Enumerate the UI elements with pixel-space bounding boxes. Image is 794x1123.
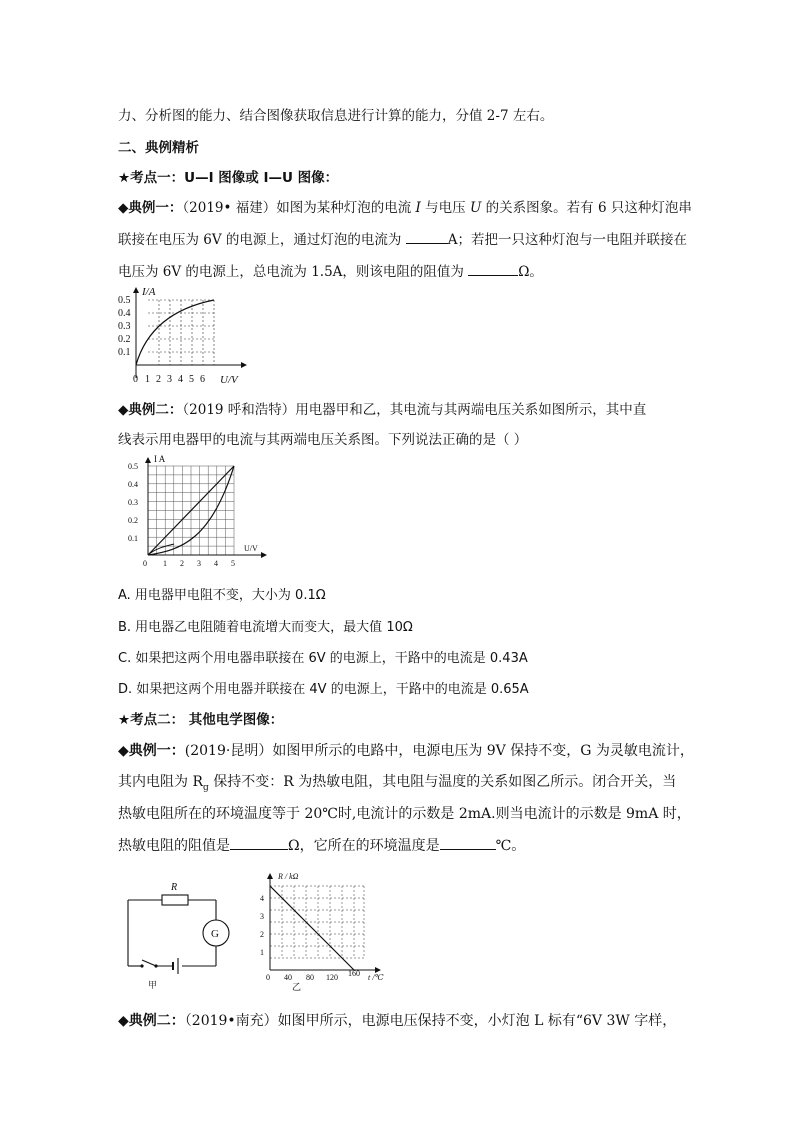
example-3-label: ◆典例一： xyxy=(118,743,185,759)
x-tick: 2 xyxy=(156,374,161,385)
example-2-label: ◆典例二： xyxy=(118,402,183,418)
circuit-caption: 甲 xyxy=(148,980,158,990)
y-tick: 1 xyxy=(260,948,264,957)
text-span: （2019 呼和浩特）用电器甲和乙，其电流与其两端电压关系如图所示，其中直 xyxy=(182,402,647,418)
example-4-line-1 xyxy=(118,1010,676,1030)
y-tick: 0.1 xyxy=(118,347,131,358)
x-axis-label: U/V xyxy=(220,374,238,386)
y-tick: 0.5 xyxy=(128,462,138,471)
answer-blank[interactable] xyxy=(230,837,288,850)
answer-blank[interactable] xyxy=(440,837,496,850)
x-tick: 160 xyxy=(348,969,360,978)
text-span: (2019·昆明）如图甲所示的电路中，电源电压为 9V 保持不变，G 为灵敏电流计， xyxy=(184,743,694,759)
figure-1-iu-graph xyxy=(116,282,266,390)
y-tick: 0.3 xyxy=(128,498,138,507)
graph-caption: 乙 xyxy=(292,982,302,992)
x-tick: 120 xyxy=(326,973,338,982)
x-tick: 0 xyxy=(266,973,270,982)
circuit-diagram xyxy=(120,878,240,990)
x-tick: 1 xyxy=(163,559,167,568)
example-4-label: ◆典例二： xyxy=(118,1013,185,1029)
example-3-line-2 xyxy=(118,771,676,793)
answer-blank[interactable] xyxy=(468,263,518,276)
text-span: 保持不变：R 为热敏电阻，其电阻与温度的关系如图乙所示。闭合开关，当 xyxy=(208,774,677,790)
rt-line xyxy=(270,886,354,970)
x-axis-label: U/V xyxy=(244,544,258,553)
example-2-line-1 xyxy=(118,398,646,418)
x-tick: 0 xyxy=(143,559,147,568)
x-tick: 2 xyxy=(180,559,184,568)
option-a[interactable]: A. 用电器甲电阻不变，大小为 0.1Ω xyxy=(118,588,326,603)
example-3-line-1 xyxy=(118,740,694,760)
switch xyxy=(142,960,156,966)
text-span: 电压为 6V 的电源上，总电流为 1.5A，则该电阻的阻值为 xyxy=(118,264,469,280)
y-tick: 3 xyxy=(260,912,264,921)
example-1-line-2 xyxy=(118,228,687,248)
key-point-1-title: ★考点一：U—I 图像或 I—U 图像： xyxy=(118,170,339,186)
example-2-line-2: 线表示用电器甲的电流与其两端电压关系图。下列说法正确的是（ ） xyxy=(118,432,528,448)
text-span: 热敏电阻的阻值是 xyxy=(118,838,230,854)
text-span: （2019• 福建）如图为某种灯泡的电流 xyxy=(182,200,416,216)
key-point-2-title: ★考点二： 其他电学图像： xyxy=(118,712,284,728)
x-tick: 80 xyxy=(306,973,314,982)
y-tick: 0.5 xyxy=(118,295,131,306)
example-3-line-3: 热敏电阻所在的环境温度等于 20℃时,电流计的示数是 2mA.则当电流计的示数是 9mA 时， xyxy=(118,806,691,822)
example-1-label: ◆典例一： xyxy=(118,200,183,216)
text-span: 的关系图象。若有 6 只这种灯泡串 xyxy=(481,200,692,216)
grid xyxy=(270,886,364,958)
text-span: ℃。 xyxy=(495,838,526,854)
x-tick: 6 xyxy=(200,374,205,385)
text-span: 联接在电压为 6V 的电源上，通过灯泡的电流为 xyxy=(118,232,406,248)
resistor-label: R xyxy=(171,882,178,893)
resistor-r xyxy=(162,895,188,905)
subscript: g xyxy=(203,782,209,793)
text-span: Ω，它所在的环境温度是 xyxy=(288,838,440,854)
answer-blank[interactable] xyxy=(406,231,448,244)
option-d[interactable]: D. 如果把这两个用电器并联接在 4V 的电源上，干路中的电流是 0.65A xyxy=(118,682,529,697)
x-tick: 4 xyxy=(178,374,183,385)
section-title: 二、典例精析 xyxy=(118,140,199,156)
y-tick: 4 xyxy=(260,894,264,903)
y-tick: 0.2 xyxy=(128,516,138,525)
text-span: 其内电阻为 R xyxy=(118,774,203,790)
y-tick: 2 xyxy=(260,930,264,939)
text-span: Ω。 xyxy=(518,264,543,280)
var-u: U xyxy=(469,200,482,216)
y-axis-label: I A xyxy=(154,454,166,464)
iu-curve xyxy=(136,300,214,365)
x-tick: 0 xyxy=(133,374,138,385)
x-tick: 5 xyxy=(231,559,235,568)
y-tick: 0.4 xyxy=(118,308,131,319)
y-tick: 0.2 xyxy=(118,334,131,345)
meter-label: G xyxy=(211,928,219,940)
y-axis-label: R / kΩ xyxy=(278,872,299,881)
text-span: （2019•南充）如图甲所示，电源电压保持不变，小灯泡 L 标有“6V 3W 字样， xyxy=(184,1013,677,1029)
x-tick: 4 xyxy=(214,559,218,568)
y-axis-label: I/A xyxy=(142,286,156,298)
y-tick: 0.4 xyxy=(128,480,138,489)
var-i: I xyxy=(415,200,421,216)
example-3-line-4 xyxy=(118,835,525,855)
x-tick: 3 xyxy=(167,374,172,385)
figure-2-iu-graph xyxy=(126,452,276,568)
example-1-line-3 xyxy=(118,260,543,280)
text-span: A；若把一只这种灯泡与一电阻并联接在 xyxy=(447,232,687,248)
text-span: 与电压 xyxy=(420,200,470,216)
grid xyxy=(148,300,214,365)
x-tick: 3 xyxy=(197,559,201,568)
x-tick: 1 xyxy=(145,374,150,385)
option-b[interactable]: B. 用电器乙电阻随着电流增大而变大，最大值 10Ω xyxy=(118,620,413,635)
y-tick: 0.1 xyxy=(128,534,138,543)
example-1-line-1 xyxy=(118,196,692,216)
option-c[interactable]: C. 如果把这两个用电器串联接在 6V 的电源上，干路中的电流是 0.43A xyxy=(118,651,528,666)
x-tick: 5 xyxy=(189,374,194,385)
x-axis-label: t /℃ xyxy=(368,973,384,982)
x-tick: 40 xyxy=(284,973,292,982)
figure-rt-graph xyxy=(256,868,396,992)
intro-text: 力、分析图的能力、结合图像获取信息进行计算的能力，分值 2-7 左右。 xyxy=(118,108,554,124)
y-tick: 0.3 xyxy=(118,321,131,332)
